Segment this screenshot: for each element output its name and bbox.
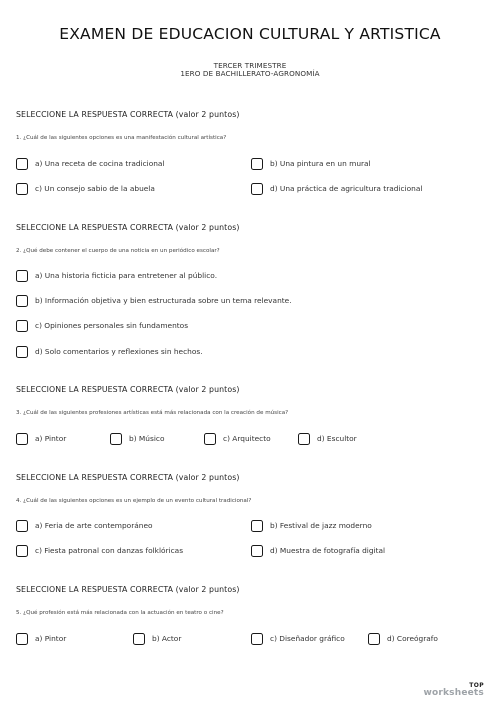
checkbox[interactable] [204,433,216,445]
answer-option-label: b) Músico [129,434,165,443]
checkbox[interactable] [133,633,145,645]
checkbox[interactable] [368,633,380,645]
answer-option-label: c) Fiesta patronal con danzas folklóricas [35,546,184,555]
answer-option-label: c) Diseñador gráfico [270,634,345,643]
answer-option-label: b) Información objetiva y bien estructurada sobre un tema relevante. [35,296,292,305]
checkbox[interactable] [16,158,28,170]
answer-option-label: a) Pintor [35,634,67,643]
checkbox[interactable] [16,320,28,332]
section-4-heading: SELECCIONE LA RESPUESTA CORRECTA (valor 2 puntos) [16,473,240,482]
answer-option-label: b) Actor [152,634,182,643]
answer-option-label: b) Una pintura en un mural [270,159,371,168]
section-1-heading: SELECCIONE LA RESPUESTA CORRECTA (valor 2 puntos) [16,110,240,119]
question-3: 3. ¿Cuál de las siguientes profesiones artísticas está más relacionada con la creación de música? [16,410,289,416]
answer-option-label: d) Una práctica de agricultura tradicional [270,184,423,193]
question-2: 2. ¿Qué debe contener el cuerpo de una noticia en un periódico escolar? [16,248,220,254]
topworksheets-logo [423,683,484,698]
answer-option-label: c) Arquitecto [223,434,271,443]
exam-title: EXAMEN DE EDUCACION CULTURAL Y ARTISTICA [59,25,441,43]
answer-option-label: c) Opiniones personales sin fundamentos [35,321,189,330]
answer-option-label: b) Festival de jazz moderno [270,521,372,530]
answer-option-label: d) Coreógrafo [387,634,438,643]
checkbox[interactable] [16,346,28,358]
answer-option-label: d) Solo comentarios y reflexiones sin hechos. [35,347,203,356]
checkbox[interactable] [16,633,28,645]
checkbox[interactable] [251,520,263,532]
checkbox[interactable] [251,545,263,557]
answer-option-label: d) Muestra de fotografía digital [270,546,386,555]
checkbox[interactable] [16,270,28,282]
answer-option-label: a) Feria de arte contemporáneo [35,521,153,530]
logo-top-text: TOP [469,682,484,689]
answer-option-label: c) Un consejo sabio de la abuela [35,184,155,193]
section-2-heading: SELECCIONE LA RESPUESTA CORRECTA (valor 2 puntos) [16,223,240,232]
checkbox[interactable] [16,183,28,195]
checkbox[interactable] [251,633,263,645]
question-4: 4. ¿Cuál de las siguientes opciones es un ejemplo de un evento cultural tradicional? [16,498,252,504]
answer-option-label: a) Una historia ficticia para entretener al público. [35,271,218,280]
question-5: 5. ¿Qué profesión está más relacionada con la actuación en teatro o cine? [16,610,224,616]
answer-option-label: a) Una receta de cocina tradicional [35,159,165,168]
answer-option-label: a) Pintor [35,434,67,443]
question-1: 1. ¿Cuál de las siguientes opciones es una manifestación cultural artística? [16,135,227,141]
answer-option-label: d) Escultor [317,434,357,443]
checkbox[interactable] [251,158,263,170]
checkbox[interactable] [16,545,28,557]
checkbox[interactable] [251,183,263,195]
logo-bottom-text: worksheets [423,688,484,698]
checkbox[interactable] [16,295,28,307]
grade-subtitle: 1ERO DE BACHILLERATO-AGRONOMÍA [180,69,320,78]
term-subtitle: TERCER TRIMESTRE [213,61,287,70]
section-5-heading: SELECCIONE LA RESPUESTA CORRECTA (valor 2 puntos) [16,585,240,594]
checkbox[interactable] [16,520,28,532]
checkbox[interactable] [110,433,122,445]
checkbox[interactable] [298,433,310,445]
section-3-heading: SELECCIONE LA RESPUESTA CORRECTA (valor 2 puntos) [16,385,240,394]
checkbox[interactable] [16,433,28,445]
